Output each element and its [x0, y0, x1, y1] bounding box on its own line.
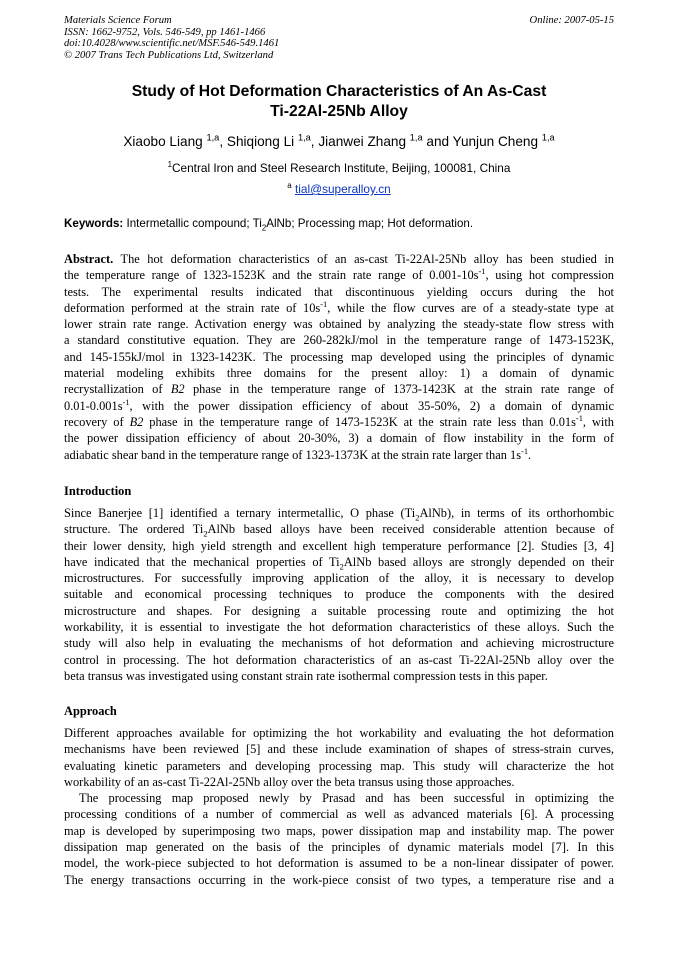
text-run: adiabatic shear band in the temperature range of 1323-1373K at the strain rate larger than 1s	[64, 447, 522, 462]
approach-line: The processing map proposed newly by Prasad and has been successful in optimizing the	[79, 791, 614, 806]
superscript: -1	[320, 298, 328, 309]
affiliation	[64, 160, 614, 176]
title-line-1: Study of Hot Deformation Characteristics of An As-Cast	[131, 83, 547, 100]
email-line	[64, 181, 614, 197]
abstract-line	[64, 381, 614, 397]
text-run: recrystallization of	[64, 382, 171, 397]
italic-run: B2	[170, 382, 185, 397]
approach-body	[64, 725, 614, 888]
author-conjunction: and	[422, 134, 453, 149]
subscript: 2	[415, 512, 420, 523]
doi-line: doi:10.4028/www.scientific.net/MSF.546-549.1461	[64, 38, 280, 49]
intro-line: study will also help in evaluating the mechanisms of hot deformation and achieving microstructure	[64, 636, 614, 651]
author-superscript: 1,a	[409, 132, 423, 143]
approach-line: evaluating kinetic parameters and developing processing map. This study will characterize the hot	[64, 758, 614, 773]
superscript: -1	[575, 412, 583, 423]
paper-title	[64, 82, 614, 122]
approach-heading: Approach	[64, 704, 117, 718]
intro-line: control in processing. The hot deformation characteristics of an as-cast Ti-22Al-25Nb alloy over the	[64, 652, 614, 667]
abstract-line: lower strain rate range. Activation energy was obtained by analyzing the steady-state flow stress with	[64, 317, 614, 332]
abstract-line	[64, 398, 614, 414]
abstract-line: the power dissipation efficiency of about 20-30%, 3) a domain of flow instability in the form of	[64, 431, 614, 446]
introduction-body	[64, 505, 614, 684]
text-run: deformation performed at the strain rate of 10s	[64, 300, 321, 315]
text-run: phase in the temperature range of 1473-1523K at the strain rate less than 0.01s	[143, 414, 576, 429]
text-run: , with	[582, 414, 615, 429]
text-run: structure. The ordered Ti	[64, 522, 204, 537]
abstract-line: material modeling exhibits three domains for the present alloy: 1) a domain of dynamic	[64, 366, 614, 381]
abstract	[64, 251, 614, 463]
approach-line: Different approaches available for optimizing the hot workability and evaluating the hot deformation	[64, 726, 614, 740]
author-name: Shiqiong Li	[226, 134, 295, 149]
text-run: AlNb based alloys have been received considerable attention because of	[207, 522, 614, 537]
approach-line: map is developed by superimposing two maps, power dissipation map and instability map. The power	[64, 823, 614, 838]
superscript: -1	[478, 266, 486, 277]
email-link[interactable]: tial@superalloy.cn	[295, 182, 391, 196]
abstract-line	[64, 267, 614, 283]
approach-line: model, the work-piece subjected to hot deformation is assumed to be a non-linear dissipater of power.	[64, 856, 614, 871]
intro-line: microstructure and shapes. For designing a suitable processing route and optimizing the hot	[64, 603, 614, 618]
journal-name: Materials Science Forum	[64, 15, 172, 26]
keywords-label: Keywords:	[64, 217, 124, 230]
text-run: 0.01-0.001s	[64, 398, 123, 413]
subscript: 2	[203, 528, 208, 539]
text-run: AlNb based alloys are strongly depended on their	[343, 554, 614, 569]
title-line-2: Ti-22Al-25Nb Alloy	[270, 103, 408, 120]
approach-line: dissipation map generated on the basis of the principles of dynamic materials model [7]. In this	[64, 840, 614, 855]
text-run: The hot deformation characteristics of an as-cast Ti-22Al-25Nb alloy has been studied in	[113, 252, 614, 266]
issn-line: ISSN: 1662-9752, Vols. 546-549, pp 1461-1466	[64, 26, 266, 38]
superscript: -1	[122, 396, 130, 407]
text-run: the temperature range of 1323-1523K and the strain rate range of 0.001-10s	[64, 268, 479, 283]
text-run: Since Banerjee [1] identified a ternary intermetallic, O phase (Ti	[64, 506, 416, 520]
introduction-heading: Introduction	[64, 484, 132, 498]
text-run: AlNb), in terms of its orthorhombic	[419, 506, 614, 520]
intro-line	[64, 505, 614, 521]
abstract-line: and 145-155kJ/mol in 1323-1423K. The processing map developed using the principles of dynamic	[64, 349, 614, 364]
journal-header	[64, 15, 279, 61]
keywords-text: AlNb; Processing map; Hot deformation.	[266, 217, 474, 230]
approach-line: workability of an as-cast Ti-22Al-25Nb alloy over the beta transus using those approaches.	[64, 774, 515, 789]
author-name: Yunjun Cheng	[452, 134, 539, 149]
author-separator: ,	[219, 134, 227, 149]
affiliation-text: Central Iron and Steel Research Institute, Beijing, 100081, China	[172, 161, 511, 175]
intro-line: workability, it is essential to investigate the hot deformation characteristics of these alloys. Such the	[64, 620, 614, 635]
author-name: Xiaobo Liang	[123, 134, 203, 149]
text-run: , while the flow curves are of a steady-state type at	[327, 300, 614, 315]
italic-run: B2	[129, 414, 144, 429]
abstract-line: tests. The experimental results indicated that discontinuous yielding occurs during the hot	[64, 284, 614, 299]
author-superscript: 1,a	[297, 132, 311, 143]
author-name: Jianwei Zhang	[318, 134, 406, 149]
abstract-line	[64, 447, 614, 463]
copyright-line: © 2007 Trans Tech Publications Ltd, Switzerland	[64, 49, 274, 61]
author-list	[64, 133, 614, 151]
keywords	[64, 216, 614, 232]
author-superscript: 1,a	[541, 132, 555, 143]
keywords-text: Intermetallic compound; Ti	[123, 217, 262, 230]
subscript: 2	[339, 561, 344, 572]
affiliation-mark: 1	[167, 160, 173, 170]
intro-line: their lower density, high yield strength and excellent high temperature performance [2]. Studies [3, 4]	[64, 538, 614, 553]
subscript: 2	[261, 223, 267, 233]
abstract-line	[64, 251, 614, 267]
approach-line: The energy transactions occurring in the work-piece consist of two types, a temperature rise and a	[64, 872, 614, 887]
text-run: have indicated that the mechanical properties of Ti	[64, 554, 340, 569]
text-run: .	[528, 447, 532, 462]
intro-line	[64, 521, 614, 537]
abstract-line	[64, 300, 614, 316]
text-run: recovery of	[64, 414, 130, 429]
intro-line: microstructures. For successfully improving application of the alloy, it is necessary to develop	[64, 571, 614, 586]
text-run: phase in the temperature range of 1373-1423K at the strain rate range of	[184, 382, 614, 397]
superscript: -1	[521, 445, 529, 456]
author-separator: ,	[310, 134, 319, 149]
text-run: , with the power dissipation efficiency of about 35-50%, 2) a domain of dynamic	[129, 398, 614, 413]
abstract-label: Abstract.	[64, 252, 114, 266]
online-date: Online: 2007-05-15	[529, 15, 614, 26]
author-superscript: 1,a	[206, 132, 220, 143]
intro-line: suitable and economical processing techniques to produce the components with the desired	[64, 587, 614, 602]
abstract-line	[64, 414, 614, 430]
intro-line: beta transus was investigated using constant strain rate isothermal compression tests in this paper.	[64, 668, 548, 683]
approach-line: mechanisms have been reviewed [5] and these include examination of shapes of stress-strain curves,	[64, 742, 614, 757]
intro-line	[64, 554, 614, 570]
approach-line: processing conditions of a number of commercial as well as advanced materials [6]. A processing	[64, 807, 614, 822]
email-mark: a	[287, 181, 292, 191]
abstract-line: a standard constitutive equation. They are 260-282kJ/mol in the temperature range of 1473-1523K,	[64, 333, 614, 348]
text-run: , using hot compression	[485, 268, 614, 283]
